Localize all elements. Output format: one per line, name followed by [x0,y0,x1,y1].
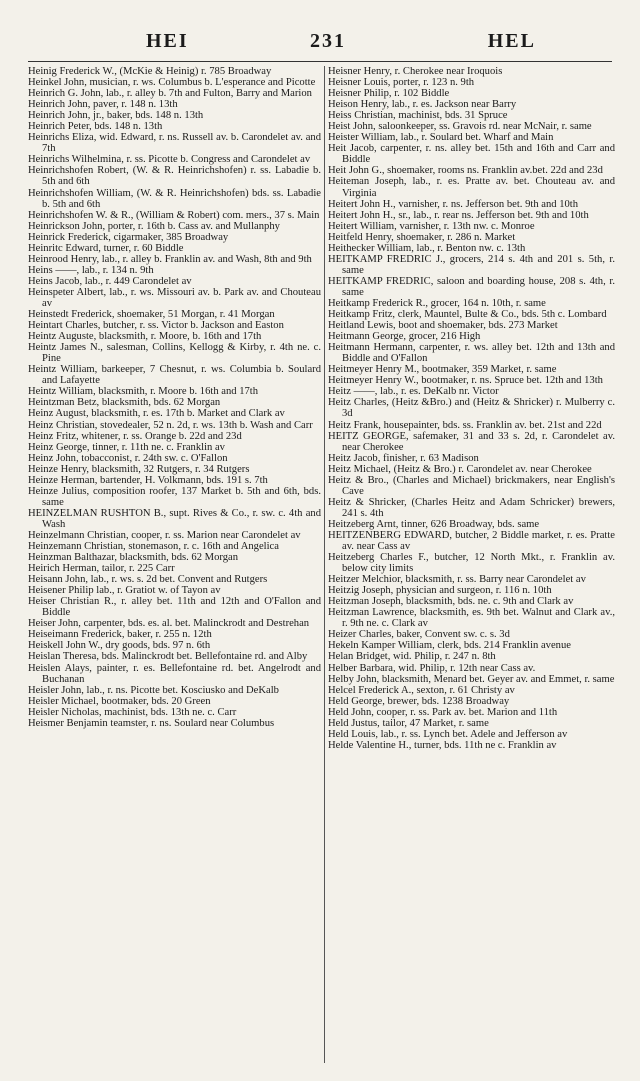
directory-entry: Heitfeld Henry, shoemaker, r. 286 n. Market [328,231,516,243]
directory-entry: Held George, brewer, bds. 1238 Broadway [328,695,510,707]
directory-entry: Heitmeyer Henry W., bootmaker, r. ns. Spruce bet. 12th and 13th [328,375,603,387]
directory-entry: Heitz Jacob, finisher, r. 63 Madison [328,452,479,464]
directory-entry: Heins Jacob, lab., r. 449 Carondelet av [28,275,192,287]
directory-entry: Heist John, saloonkeeper, ss. Gravois rd. near McNair, r. same [328,121,592,133]
directory-entry: Heinrich John, jr., baker, bds. 148 n. 13th [28,110,204,122]
directory-entry: Heitz Charles, (Heitz &Bro.) and (Heitz & Shricker) r. Mulberry c. 3d [328,397,615,420]
directory-entry: Heiss Christian, machinist, bds. 31 Spruce [328,110,508,122]
directory-entry: Heinrichshofen W. & R., (William & Robert) com. mers., 37 s. Main [28,209,320,221]
directory-entry: Heinrick Frederick, cigarmaker, 385 Broadway [28,231,229,243]
directory-entry: Heirich Herman, tailor, r. 225 Carr [28,563,175,575]
directory-entry: Heisler John, lab., r. ns. Picotte bet. Kosciusko and DeKalb [28,684,279,696]
directory-entry: Heitkamp Fritz, clerk, Mauntel, Bulte & Co., bds. 5th c. Lombard [328,309,607,321]
directory-entry: Heins ——, lab., r. 134 n. 9th [28,264,154,276]
directory-entry: Heitzeberg Charles F., butcher, 12 North Mkt., r. Franklin av. below city limits [328,552,615,575]
directory-entry: Hekeln Kamper William, clerk, bds. 214 Franklin avenue [328,640,571,652]
directory-entry: Heintzman Betz, blacksmith, bds. 62 Morgan [28,397,221,409]
directory-entry: Heinrichs Wilhelmina, r. ss. Picotte b. Congress and Carondelet av [28,154,311,166]
directory-entry: Heisann John, lab., r. ws. s. 2d bet. Convent and Rutgers [28,574,268,586]
header-rule [28,61,612,62]
directory-entry: Heinrichshofen William, (W. & R. Heinrichshofen) bds. ss. Labadie b. 5th and 6th [28,187,321,210]
directory-entry: Heinrickson John, porter, r. 16th b. Cass av. and Mullanphy [28,220,280,232]
directory-entry: Heitzman Joseph, blacksmith, bds. ne. c. 9th and Clark av [328,596,574,608]
directory-entry: Heit John G., shoemaker, rooms ns. Franklin av.bet. 22d and 23d [328,165,603,177]
directory-entry: Helber Barbara, wid. Philip, r. 12th near Cass av. [328,662,536,674]
directory-entry: Heit Jacob, carpenter, r. ns. alley bet. 15th and 16th and Carr and Biddle [328,143,615,166]
directory-entry: Helde Valentine H., turner, bds. 11th ne c. Franklin av [328,739,557,751]
directory-entry: Heitmeyer Henry M., bootmaker, 359 Market, r. same [328,364,557,376]
directory-entry: Heisner Philip, r. 102 Biddle [328,88,450,100]
directory-entry: Heinritc Edward, turner, r. 60 Biddle [28,242,184,254]
directory-entry: Heinze Henry, blacksmith, 32 Rutgers, r. 34 Rutgers [28,463,250,475]
header-left-guide-word: HEI [146,30,189,52]
directory-entry: Heinrood Henry, lab., r. alley b. Franklin av. and Wash, 8th and 9th [28,253,312,265]
directory-entry: Heintz William, barkeeper, 7 Chesnut, r. ws. Columbia b. Soulard and Lafayette [28,364,321,387]
directory-entry: Held Louis, lab., r. ss. Lynch bet. Adele and Jefferson av [328,728,568,740]
directory-entry: Held Justus, tailor, 47 Market, r. same [328,717,489,729]
directory-entry: Heiser Christian R., r. alley bet. 11th and 12th and O'Fallon and Biddle [28,596,321,619]
directory-entry: Heitz Michael, (Heitz & Bro.) r. Carondelet av. near Cherokee [328,463,592,475]
page-header [40,30,600,56]
directory-entry: HEINZELMAN RUSHTON B., supt. Rives & Co., r. sw. c. 4th and Wash [28,507,321,530]
directory-entry: Heinz John, tobacconist, r. 24th sw. c. O'Fallon [28,452,228,464]
directory-entry: HEITKAMP FREDRIC, saloon and boarding house, 208 s. 4th, r. same [328,275,615,298]
directory-entry: Heislen Alays, painter, r. es. Bellefontaine rd. bet. Angelrodt and Buchanan [28,662,321,685]
directory-entry: Heitzig Joseph, physician and surgeon, r. 116 n. 10th [328,585,552,597]
directory-entry: Heinze Julius, composition roofer, 137 Market b. 5th and 6th, bds. same [28,485,321,508]
directory-entry: Heisner Louis, porter, r. 123 n. 9th [328,77,475,89]
directory-entry: Heintz William, blacksmith, r. Moore b. 16th and 17th [28,386,259,398]
directory-entry: Heinzelmann Christian, cooper, r. ss. Marion near Carondelet av [28,529,301,541]
directory-entry: Heitz & Bro., (Charles and Michael) brickmakers, near English's Cave [328,474,615,497]
directory-entry: Heinrichs Eliza, wid. Edward, r. ns. Russell av. b. Carondelet av. and 7th [28,132,321,155]
directory-entry: Helan Bridget, wid. Philip, r. 247 n. 8th [328,651,496,663]
directory-entry: Heitzer Melchior, blacksmith, r. ss. Barry near Carondelet av [328,574,586,586]
directory-entry: Heinrichshofen Robert, (W. & R. Heinrichshofen) r. ss. Labadie b. 5th and 6th [28,165,321,188]
directory-entry: Heinzemann Christian, stonemason, r. c. 16th and Angelica [28,541,279,553]
directory-entry: Heitert John H., varnisher, r. ns. Jefferson bet. 9th and 10th [328,198,579,210]
directory-entry: Heisler Nicholas, machinist, bds. 13th ne. c. Carr [28,706,237,718]
directory-entry: Heitmann George, grocer, 216 High [328,331,481,343]
directory-entry: Heister William, lab., r. Soulard bet. Wharf and Main [328,132,554,144]
directory-entry: Heitert John H., sr., lab., r. rear ns. Jefferson bet. 9th and 10th [328,209,589,221]
directory-entry: Heitz & Shricker, (Charles Heitz and Adam Schricker) brewers, 241 s. 4th [328,496,615,519]
directory-entry: Heinz Christian, stovedealer, 52 n. 2d, r. ws. 13th b. Wash and Carr [28,419,313,431]
directory-entry: Held John, cooper, r. ss. Park av. bet. Marion and 11th [328,706,558,718]
directory-entry: Heintart Charles, butcher, r. ss. Victor b. Jackson and Easton [28,320,284,332]
directory-entry: Heisner Henry, r. Cherokee near Iroquois [328,66,503,77]
directory-entry: Heintz Auguste, blacksmith, r. Moore, b. 16th and 17th [28,331,262,343]
directory-entry: Heintz James N., salesman, Collins, Kellogg & Kirby, r. 4th ne. c. Pine [28,342,321,365]
directory-entry: Heitzman Lawrence, blacksmith, es. 9th bet. Walnut and Clark av., r. 9th ne. c. Clark av [328,607,615,630]
directory-entry: HEITZENBERG EDWARD, butcher, 2 Biddle market, r. es. Pratte av. near Cass av [328,529,615,553]
directory-entry: Heitmann Hermann, carpenter, r. ws. alley bet. 12th and 13th and Biddle and O'Fallon [328,342,615,365]
directory-entry: Heinspeter Albert, lab., r. ws. Missouri av. b. Park av. and Chouteau av [28,286,321,309]
directory-entry: HEITZ GEORGE, safemaker, 31 and 33 s. 2d, r. Carondelet av. near Cherokee [328,430,615,453]
directory-entry: Helby John, blacksmith, Menard bet. Geyer av. and Emmet, r. same [328,673,615,685]
directory-entry: Heinz George, tinner, r. 11th ne. c. Franklin av [28,441,225,453]
directory-entry: Heinz August, blacksmith, r. es. 17th b. Market and Clark av [28,408,285,420]
directory-entry: Heismer Benjamin teamster, r. ns. Soulard near Columbus [28,717,275,729]
directory-entry: Heiser John, carpenter, bds. es. al. bet. Malinckrodt and Destrehan [28,618,310,630]
directory-entry: Heinrich G. John, lab., r. alley b. 7th and Fulton, Barry and Marion [28,88,312,100]
page-number: 231 [310,30,346,52]
directory-entry: Heislan Theresa, bds. Malinckrodt bet. Bellefontaine rd. and Alby [28,651,308,663]
directory-entry: Heinig Frederick W., (McKie & Heinig) r. 785 Broadway [28,66,272,77]
directory-entry: Heinzman Balthazar, blacksmith, bds. 62 Morgan [28,552,239,564]
directory-entry: Heisler Michael, bootmaker, bds. 20 Green [28,695,211,707]
column-divider [324,66,325,1063]
header-right-guide-word: HEL [487,30,536,52]
directory-entry: Heinz Fritz, whitener, r. ss. Orange b. 22d and 23d [28,430,242,442]
directory-entry: Heizer Charles, baker, Convent sw. c. s. 3d [328,629,510,641]
directory-entry: Heiteman Joseph, lab., r. es. Pratte av. bet. Chouteau av. and Virginia [328,176,615,199]
directory-entry: Heinstedt Frederick, shoemaker, 51 Morgan, r. 41 Morgan [28,309,275,321]
directory-entry: Heinkel John, musician, r. ws. Columbus b. L'esperance and Picotte [28,77,316,89]
right-column [328,66,615,751]
directory-entry: Heitzeberg Arnt, tinner, 626 Broadway, bds. same [328,518,540,530]
directory-entry: Heiseimann Frederick, baker, r. 255 n. 12th [28,629,212,641]
directory-entry: Helcel Frederick A., sexton, r. 61 Christy av [328,684,515,696]
directory-entry: Heisener Philip lab., r. Gratiot w. of Tayon av [28,585,221,597]
directory-entry: Heinrich John, paver, r. 148 n. 13th [28,99,178,111]
left-column [28,66,321,729]
directory-entry: Heinze Herman, bartender, H. Volkmann, bds. 191 s. 7th [28,474,268,486]
directory-entry: Heinrich Peter, bds. 148 n. 13th [28,121,163,133]
directory-entry: Heiskell John W., dry goods, bds. 97 n. 6th [28,640,211,652]
directory-entry: Heison Henry, lab., r. es. Jackson near Barry [328,99,517,111]
directory-entry: HEITKAMP FREDRIC J., grocers, 214 s. 4th and 201 s. 5th, r. same [328,253,615,276]
directory-entry: Heitz Frank, housepainter, bds. ss. Franklin av. bet. 21st and 22d [328,419,602,431]
directory-entry: Heitz ——, lab., r. es. DeKalb nr. Victor [328,386,499,398]
directory-entry: Heitkamp Frederick R., grocer, 164 n. 10th, r. same [328,297,546,309]
directory-entry: Heitland Lewis, boot and shoemaker, bds. 273 Market [328,320,558,332]
directory-entry: Heithecker William, lab., r. Benton nw. c. 13th [328,242,526,254]
directory-entry: Heitert William, varnisher, r. 13th nw. c. Monroe [328,220,535,232]
